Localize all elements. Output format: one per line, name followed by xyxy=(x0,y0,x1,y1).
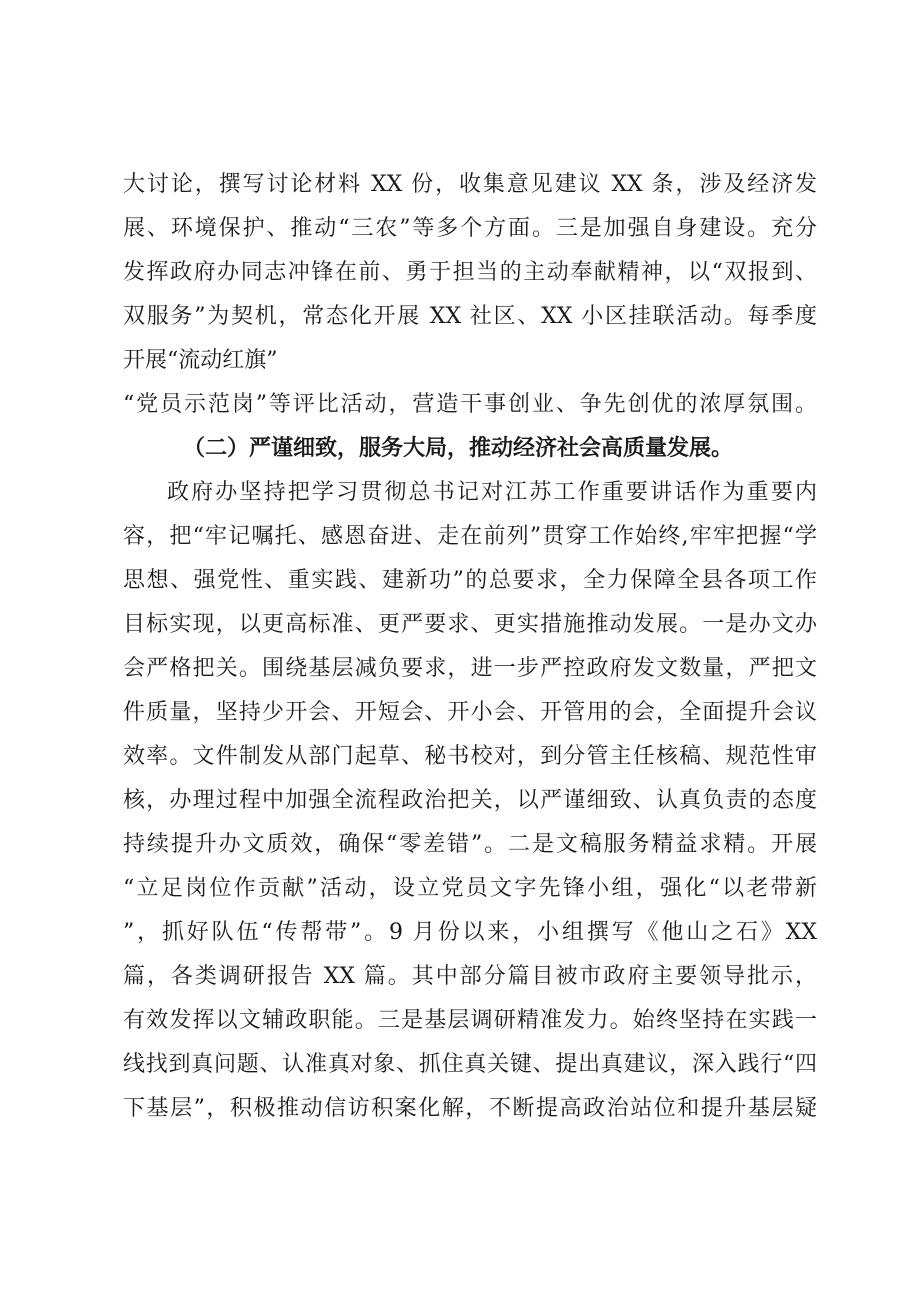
paragraph-2-line-5: 会严格把关。围绕基层减负要求，进一步严控政府发文数量，严把文 xyxy=(123,656,817,681)
section-heading: （二）严谨细致，服务大局，推动经济社会高质量发展。 xyxy=(183,436,734,461)
paragraph-1-line-3: 发挥政府办同志冲锋在前、勇于担当的主动奉献精神，以“双报到、 xyxy=(123,260,817,285)
paragraph-1-line-6: “党员示范岗”等评比活动，营造干事创业、争先创优的浓厚氛围。 xyxy=(123,392,817,417)
paragraph-1-line-5: 开展“流动红旗” xyxy=(123,348,278,373)
paragraph-2-line-8: 核，办理过程中加强全流程政治把关，以严谨细致、认真负责的态度 xyxy=(123,788,817,813)
paragraph-2-line-12: 篇，各类调研报告 XX 篇。其中部分篇目被市政府主要领导批示， xyxy=(123,964,817,989)
paragraph-2-line-3: 思想、强党性、重实践、建新功”的总要求，全力保障全县各项工作 xyxy=(123,568,817,593)
paragraph-2-line-14: 线找到真问题、认准真对象、抓住真关键、提出真建议，深入践行“四 xyxy=(123,1052,817,1077)
paragraph-2-line-11: ”，抓好队伍“传帮带”。9 月份以来，小组撰写《他山之石》XX xyxy=(123,920,817,945)
paragraph-2-line-2: 容，把“牢记嘱托、感恩奋进、走在前列”贯穿工作始终,牢牢把握“学 xyxy=(123,524,817,549)
paragraph-2-line-1: 政府办坚持把学习贯彻总书记对江苏工作重要讲话作为重要内 xyxy=(167,480,817,505)
paragraph-1-line-4: 双服务”为契机，常态化开展 XX 社区、XX 小区挂联活动。每季度 xyxy=(123,304,817,329)
paragraph-2-line-4: 目标实现，以更高标准、更严要求、更实措施推动发展。一是办文办 xyxy=(123,612,817,637)
paragraph-2-line-6: 件质量，坚持少开会、开短会、开小会、开管用的会，全面提升会议 xyxy=(123,700,817,725)
paragraph-2-line-10: “立足岗位作贡献”活动，设立党员文字先锋小组，强化“以老带新 xyxy=(123,876,817,901)
paragraph-1-line-1: 大讨论，撰写讨论材料 XX 份，收集意见建议 XX 条，涉及经济发 xyxy=(123,172,817,197)
paragraph-1-line-2: 展、环境保护、推动“三农”等多个方面。三是加强自身建设。充分 xyxy=(123,216,817,241)
paragraph-2-line-7: 效率。文件制发从部门起草、秘书校对，到分管主任核稿、规范性审 xyxy=(123,744,817,769)
paragraph-2-line-13: 有效发挥以文辅政职能。三是基层调研精准发力。始终坚持在实践一 xyxy=(123,1008,817,1033)
paragraph-2-line-15: 下基层”，积极推动信访积案化解，不断提高政治站位和提升基层疑 xyxy=(123,1096,817,1121)
paragraph-2-line-9: 持续提升办文质效，确保“零差错”。二是文稿服务精益求精。开展 xyxy=(123,832,817,857)
